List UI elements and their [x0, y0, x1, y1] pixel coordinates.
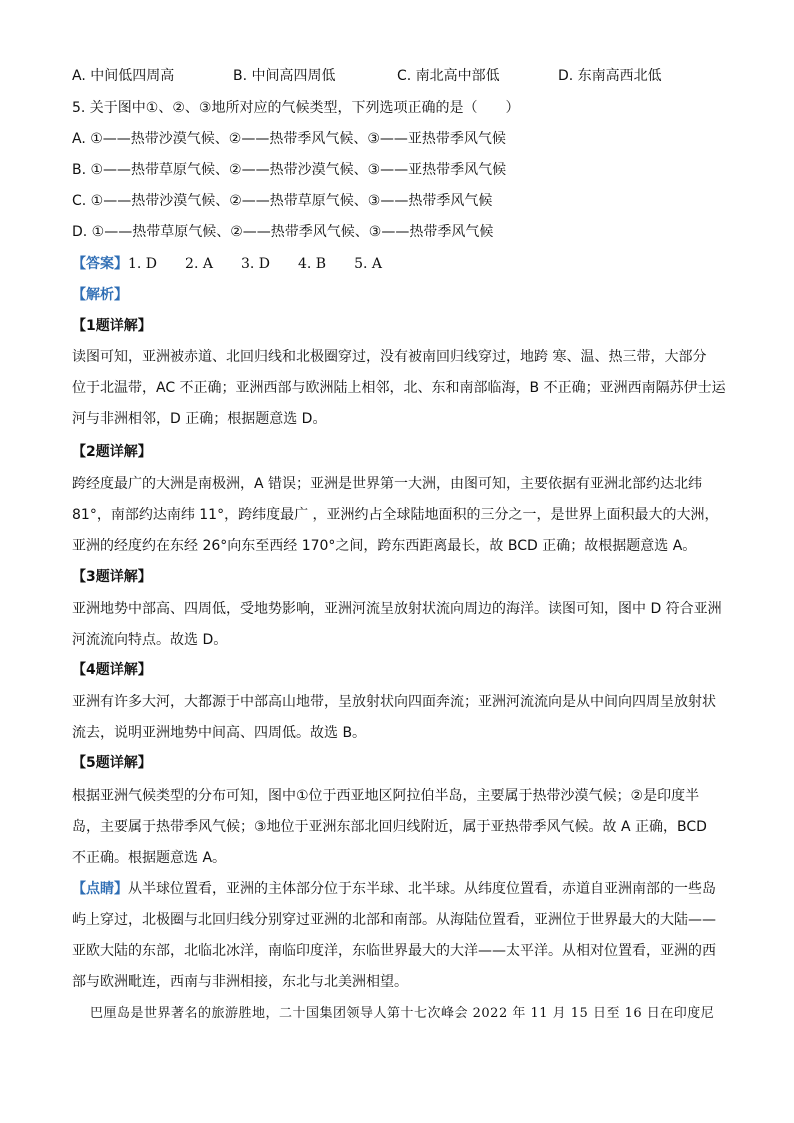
- analysis-tag: 【解析】: [72, 287, 128, 303]
- comment-tag: 【点睛】: [72, 881, 128, 897]
- section-5-line: 不正确。根据题意选 A。: [72, 850, 227, 866]
- section-3-title: 【3题详解】: [72, 569, 152, 585]
- comment-line: 部与欧洲毗连，西南与非洲相接，东北与北美洲相望。: [72, 974, 408, 990]
- section-3-line: 亚洲地势中部高、四周低，受地势影响，亚洲河流呈放射状流向周边的海洋。读图可知，图中 D 符合亚洲: [72, 601, 722, 617]
- comment-line: 亚欧大陆的东部，北临北冰洋，南临印度洋，东临世界最大的大洋——太平洋。从相对位置看，亚洲的西: [72, 943, 716, 959]
- section-2-line: 亚洲的经度约在东经 26°向东至西经 170°之间，跨东西距离最长，故 BCD 正确；故根据题意选 A。: [72, 538, 697, 554]
- section-5-title: 【5题详解】: [72, 755, 152, 771]
- section-5-line: 岛，主要属于热带季风气候；③地位于亚洲东部北回归线附近，属于亚热带季风气候。故 A 正确，BCD: [72, 819, 707, 835]
- section-2-line: 81°，南部约达南纬 11°，跨纬度最广 ，亚洲约占全球陆地面积的三分之一，是世界上面积最大的大洲，: [72, 507, 719, 523]
- q5-option-a: A. ①——热带沙漠气候、②——热带季风气候、③——亚热带季风气候: [72, 131, 506, 147]
- section-1-line: 河与非洲相邻，D 正确；根据题意选 D。: [72, 411, 327, 427]
- section-4-line: 流去，说明亚洲地势中间高、四周低。故选 B。: [72, 725, 367, 741]
- answer-row: [72, 254, 722, 274]
- comment-row: [72, 879, 722, 899]
- section-1-title: 【1题详解】: [72, 318, 152, 334]
- q4-option-d: D. 东南高西北低: [558, 68, 662, 84]
- q4-option-b: B. 中间高四周低: [233, 68, 336, 84]
- q5-stem: 5. 关于图中①、②、③地所对应的气候类型，下列选项正确的是（ ）: [72, 100, 520, 116]
- section-1-line: 读图可知，亚洲被赤道、北回归线和北极圈穿过，没有被南回归线穿过，地跨 寒、温、热三带，大部分: [72, 349, 707, 365]
- section-1-line: 位于北温带，AC 不正确；亚洲西部与欧洲陆上相邻，北、东和南部临海，B 不正确；亚洲西南隔苏伊士运: [72, 380, 726, 396]
- section-5-line: 根据亚洲气候类型的分布可知，图中①位于西亚地区阿拉伯半岛，主要属于热带沙漠气候；②是印度半: [72, 788, 700, 804]
- q5-option-d: D. ①——热带草原气候、②——热带季风气候、③——热带季风气候: [72, 224, 494, 240]
- comment-line: 屿上穿过，北极圈与北回归线分别穿过亚洲的北部和南部。从海陆位置看，亚洲位于世界最大的大陆——: [72, 912, 716, 928]
- section-4-title: 【4题详解】: [72, 662, 152, 678]
- section-2-line: 跨经度最广的大洲是南极洲，A 错误；亚洲是世界第一大洲，由图可知，主要依据有亚洲北部约达北纬: [72, 476, 703, 492]
- comment-line: 从半球位置看，亚洲的主体部分位于东半球、北半球。从纬度位置看，赤道自亚洲南部的一些岛: [128, 881, 716, 897]
- next-passage-line: 巴厘岛是世界著名的旅游胜地，二十国集团领导人第十七次峰会 2022 年 11 月 15 日至 16 日在印度尼: [90, 1006, 715, 1021]
- section-4-line: 亚洲有许多大河，大都源于中部高山地带，呈放射状向四面奔流；亚洲河流流向是从中间向四周呈放射状: [72, 694, 716, 710]
- q5-option-c: C. ①——热带沙漠气候、②——热带草原气候、③——热带季风气候: [72, 193, 493, 209]
- answer-values: 1. D 2. A 3. D 4. B 5. A: [128, 256, 382, 272]
- q4-option-c: C. 南北高中部低: [397, 68, 500, 84]
- q4-option-a: A. 中间低四周高: [72, 68, 175, 84]
- section-3-line: 河流流向特点。故选 D。: [72, 632, 228, 648]
- answer-tag: 【答案】: [72, 256, 128, 272]
- section-2-title: 【2题详解】: [72, 444, 152, 460]
- q5-option-b: B. ①——热带草原气候、②——热带沙漠气候、③——亚热带季风气候: [72, 162, 507, 178]
